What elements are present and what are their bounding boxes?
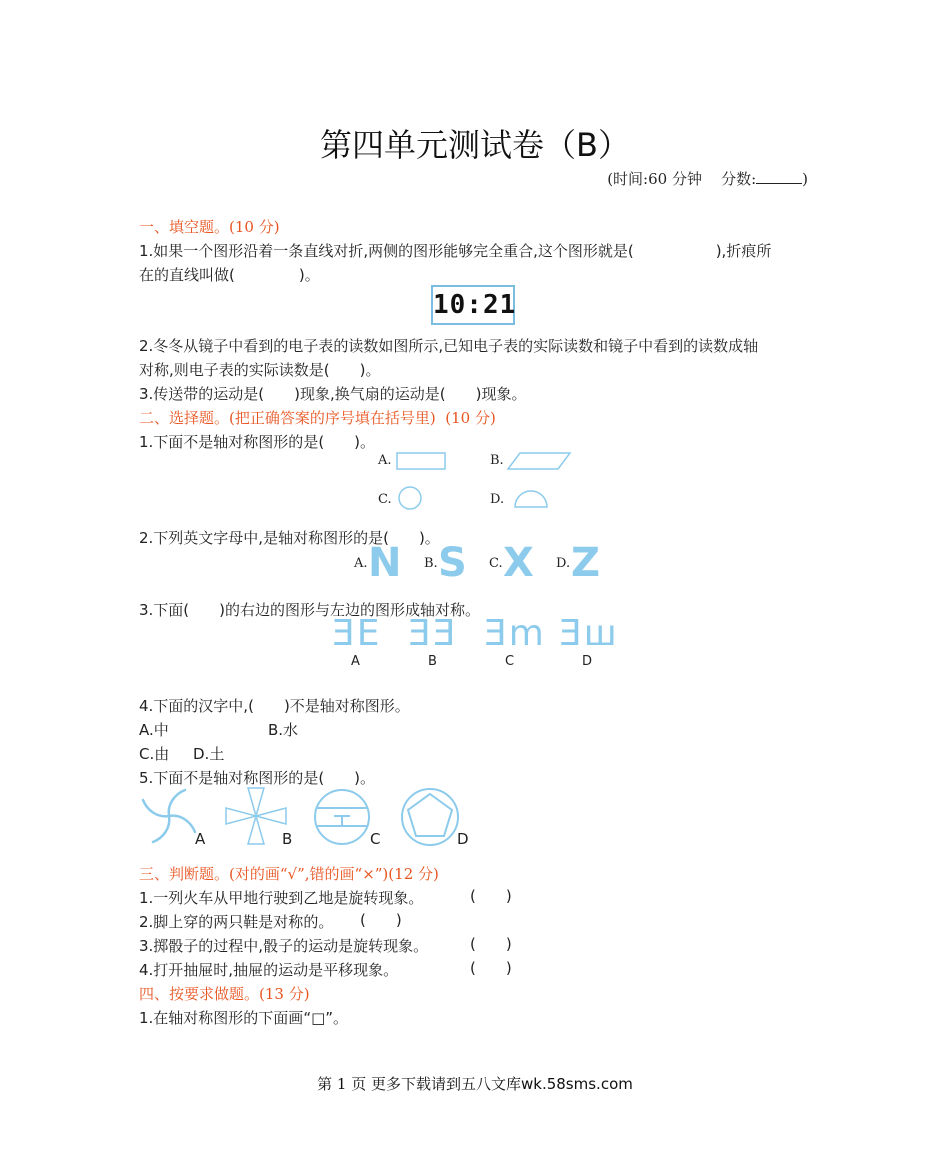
footer-site: wk.58sms.com	[521, 1075, 633, 1093]
mirror-shape-d: Ǝш	[559, 613, 619, 654]
section-title: 一、填空题。	[139, 218, 230, 236]
section-points: (10 分)	[229, 218, 280, 236]
fill-q2-end: )。	[359, 361, 381, 379]
fill-q2-line1: 2.冬冬从镜子中看到的电子表的读数如图所示,已知电子表的实际读数和镜子中看到的读数成轴	[139, 337, 759, 355]
option-label: D	[457, 830, 469, 848]
circle-figure	[397, 485, 425, 513]
fill-q1-text-d: )。	[298, 266, 320, 284]
letter-x-figure: X	[503, 540, 534, 586]
paren-open: (	[470, 887, 476, 905]
paren-open: (	[470, 959, 476, 977]
option-label: C.	[489, 556, 503, 571]
judge-q4: 4.打开抽屉时,抽屉的运动是平移现象。	[139, 961, 399, 979]
section-points: (13 分)	[259, 985, 310, 1003]
section-heading-task	[139, 983, 310, 1004]
choice-q5-text: 5.下面不是轴对称图形的是(	[139, 769, 325, 787]
pinwheel-figure	[138, 786, 202, 848]
option-label: A	[195, 830, 206, 848]
parallelogram-figure	[506, 450, 574, 472]
pentagon-in-circle-figure	[400, 786, 462, 848]
choice-q5-end: )。	[354, 769, 376, 787]
choice-q1	[139, 431, 375, 452]
page-footer	[0, 1073, 950, 1094]
section-title: 二、选择题。	[139, 409, 230, 427]
windmill-figure	[224, 786, 288, 848]
mirror-shape-c: Ǝm	[484, 613, 546, 654]
judge-q1: 1.一列火车从甲地行驶到乙地是旋转现象。	[139, 889, 424, 907]
paren-close: )	[505, 935, 512, 953]
meta-close: )	[802, 170, 808, 188]
fill-q3-line	[139, 383, 527, 404]
section-heading-judge	[139, 863, 439, 884]
choice-q3-text-a: 3.下面(	[139, 601, 190, 619]
judge-q2: 2.脚上穿的两只鞋是对称的。	[139, 913, 334, 931]
fill-q1-text-b: ),折痕所	[715, 242, 772, 260]
circle-with-symbol-figure	[312, 786, 374, 848]
choice-q4-option-b: B.水	[268, 721, 299, 739]
option-label: B	[428, 654, 437, 669]
option-label: D.	[556, 556, 571, 571]
meta-unit: 分钟	[671, 170, 702, 188]
paren-open: (	[360, 911, 366, 929]
letter-z-figure: Z	[571, 540, 601, 586]
option-label: B.	[490, 453, 504, 468]
section-points: (10 分)	[445, 409, 496, 427]
choice-q4-text-b: )不是轴对称图形。	[283, 697, 410, 715]
mirror-shape-a: ƎE	[332, 613, 382, 654]
fill-q1-text-c: 在的直线叫做(	[139, 266, 235, 284]
judge-q3: 3.掷骰子的过程中,骰子的运动是旋转现象。	[139, 937, 429, 955]
section-points: (12 分)	[388, 865, 439, 883]
paren-open: (	[470, 935, 476, 953]
mirror-clock-display: 10:21	[431, 285, 515, 325]
choice-q2-end: )。	[418, 529, 440, 547]
choice-q1-end: )。	[354, 433, 376, 451]
fill-q2-line2	[139, 359, 380, 380]
fill-q1-text: 1.如果一个图形沿着一条直线对折,两侧的图形能够完全重合,这个图形就是(	[139, 242, 634, 260]
choice-q4	[139, 695, 410, 716]
mirror-shape-b: ƎƎ	[408, 613, 458, 654]
option-label: C	[370, 830, 381, 848]
page-title: 第四单元测试卷（B）	[320, 126, 630, 164]
choice-q3-text-b: )的右边的图形与左边的图形成轴对称。	[219, 601, 481, 619]
section-title: 三、判断题。	[139, 865, 230, 883]
choice-q5	[139, 767, 375, 788]
letter-n-figure: N	[368, 540, 402, 586]
semicircle-figure	[512, 486, 552, 510]
choice-q1-text: 1.下面不是轴对称图形的是(	[139, 433, 325, 451]
paren-close: )	[505, 959, 512, 977]
footer-page: 第 1 页 更多下载请到五八文库	[317, 1075, 521, 1093]
meta-score-label: 分数:	[721, 170, 757, 188]
option-label: D.	[490, 492, 505, 507]
fill-q2-text: 对称,则电子表的实际读数是(	[139, 361, 330, 379]
option-label: A.	[354, 556, 368, 571]
option-label: C.	[378, 492, 392, 507]
exam-meta	[607, 168, 808, 189]
judge-q3-paren	[470, 935, 512, 953]
fill-q3-text-b: )现象,换气扇的运动是(	[294, 385, 446, 403]
option-label: A	[351, 654, 360, 669]
section-heading-fill	[139, 216, 280, 237]
choice-q4-text-a: 4.下面的汉字中,(	[139, 697, 254, 715]
paren-close: )	[395, 911, 402, 929]
section-title: 四、按要求做题。	[139, 985, 260, 1003]
option-label: B	[282, 830, 293, 848]
meta-time: 60	[648, 170, 668, 188]
judge-q2-paren	[360, 911, 402, 929]
choice-q2-text: 2.下列英文字母中,是轴对称图形的是(	[139, 529, 389, 547]
option-label: D	[582, 654, 593, 669]
letter-s-figure: S	[438, 540, 467, 586]
section-note: (对的画“√”,错的画“×”)	[229, 865, 389, 883]
option-label: A.	[378, 453, 392, 468]
rectangle-figure	[395, 450, 449, 472]
paren-close: )	[505, 887, 512, 905]
choice-q4-option-c: C.由	[139, 745, 170, 763]
option-label: C	[505, 654, 515, 669]
fill-q1-line1	[139, 240, 771, 261]
section-note: (把正确答案的序号填在括号里)	[229, 409, 436, 427]
fill-q3-text-a: 3.传送带的运动是(	[139, 385, 265, 403]
task-q1: 1.在轴对称图形的下面画“□”。	[139, 1009, 349, 1027]
section-heading-choice	[139, 407, 496, 428]
choice-q4-option-d: D.土	[193, 745, 225, 763]
fill-q1-line2	[139, 264, 320, 285]
judge-q4-paren	[470, 959, 512, 977]
fill-q3-text-c: )现象。	[475, 385, 527, 403]
meta-open: (时间:	[607, 170, 649, 188]
option-label: B.	[424, 556, 438, 571]
judge-q1-paren	[470, 887, 512, 905]
choice-q4-option-a: A.中	[139, 721, 169, 739]
score-blank	[756, 169, 802, 184]
